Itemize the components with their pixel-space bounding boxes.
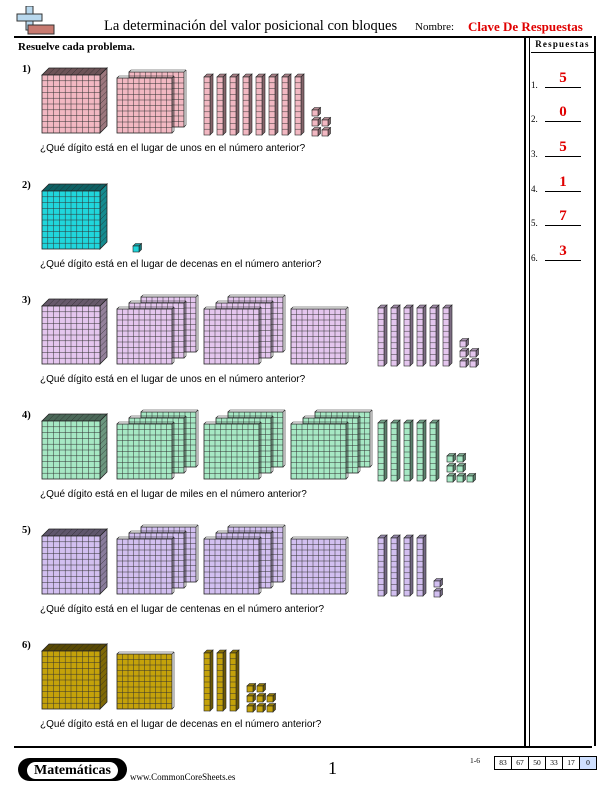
problem-question: ¿Qué dígito está en el lugar de miles en el número anterior? <box>40 489 307 500</box>
unit-cube <box>467 474 476 483</box>
instructions: Resuelve cada problema. <box>18 41 135 53</box>
unit-cube <box>470 349 479 358</box>
ten-rod <box>243 74 252 135</box>
score-cell: 33 <box>546 756 563 770</box>
answer-value: 1 <box>559 174 567 190</box>
ten-rod <box>204 650 213 711</box>
unit-cube <box>457 454 466 463</box>
answer-slot <box>531 208 591 228</box>
problem-number: 5) <box>22 525 31 536</box>
base-ten-blocks <box>40 408 510 484</box>
ten-rod <box>378 535 387 596</box>
unit-cube <box>267 704 276 713</box>
unit-cube <box>457 474 466 483</box>
unit-cube <box>257 684 266 693</box>
site-url: www.CommonCoreSheets.es <box>130 772 236 782</box>
unit-cube <box>133 244 142 253</box>
page-number: 1 <box>328 758 337 778</box>
problem-question: ¿Qué dígito está en el lugar de decenas en el número anterior? <box>40 259 322 270</box>
ten-rod <box>417 420 426 481</box>
unit-cube <box>434 579 443 588</box>
hundred-stack <box>291 307 348 364</box>
page-title: La determinación del valor posicional con bloques <box>104 18 398 34</box>
ten-rod <box>295 74 304 135</box>
unit-cube <box>267 694 276 703</box>
hundred-stack <box>117 70 186 133</box>
problem-question: ¿Qué dígito está en el lugar de decenas en el número anterior? <box>40 719 322 730</box>
ten-rod <box>256 74 265 135</box>
answer-slot <box>531 104 591 124</box>
problem-number: 1) <box>22 64 31 75</box>
base-ten-blocks <box>40 638 510 714</box>
thousand-cube <box>42 414 107 479</box>
answer-slot <box>531 174 591 194</box>
unit-cube <box>447 464 456 473</box>
unit-cube <box>312 108 321 117</box>
ten-rod <box>391 420 400 481</box>
hundred-stack <box>117 652 174 709</box>
problem-number: 4) <box>22 410 31 421</box>
answer-line <box>545 191 581 192</box>
answer-number: 6. <box>531 253 538 263</box>
ten-rod <box>269 74 278 135</box>
thousand-cube <box>42 68 107 133</box>
hundred-stack <box>291 410 372 479</box>
problem-number: 6) <box>22 640 31 651</box>
unit-cube <box>257 704 266 713</box>
name-label: Nombre: <box>415 21 455 33</box>
plus-logo-icon <box>14 6 56 36</box>
answer-slot <box>531 139 591 159</box>
hundred-stack <box>204 295 285 364</box>
answer-value: 3 <box>559 243 567 259</box>
ten-rod <box>417 535 426 596</box>
unit-cube <box>247 684 256 693</box>
brand-badge <box>18 758 127 781</box>
unit-cube <box>312 118 321 127</box>
ten-rod <box>217 650 226 711</box>
base-ten-blocks <box>40 523 510 599</box>
ten-rod <box>217 74 226 135</box>
header-divider <box>14 36 592 38</box>
answer-line <box>545 87 581 88</box>
answer-line <box>545 225 581 226</box>
ten-rod <box>391 535 400 596</box>
unit-cube <box>312 128 321 137</box>
hundred-stack <box>117 525 198 594</box>
thousand-cube <box>42 184 107 249</box>
ten-rod <box>404 305 413 366</box>
ten-rod <box>417 305 426 366</box>
ten-rod <box>230 74 239 135</box>
answer-number: 5. <box>531 218 538 228</box>
unit-cube <box>322 128 331 137</box>
unit-cube <box>322 118 331 127</box>
ten-rod <box>430 305 439 366</box>
problem-question: ¿Qué dígito está en el lugar de unos en el número anterior? <box>40 374 306 385</box>
score-cell: 83 <box>494 756 512 770</box>
answer-line <box>545 260 581 261</box>
answer-number: 1. <box>531 80 538 90</box>
problem-number: 2) <box>22 180 31 191</box>
ten-rod <box>282 74 291 135</box>
ten-rod <box>230 650 239 711</box>
unit-cube <box>457 464 466 473</box>
ten-rod <box>430 420 439 481</box>
score-cell: 0 <box>580 756 597 770</box>
hundred-stack <box>291 537 348 594</box>
ten-rod <box>204 74 213 135</box>
score-cell: 17 <box>563 756 580 770</box>
footer-divider <box>14 746 592 748</box>
answer-panel-header: Respuestas <box>535 39 590 49</box>
name-value: Clave De Respuestas <box>468 19 583 34</box>
ten-rod <box>378 305 387 366</box>
base-ten-blocks <box>40 62 510 138</box>
answer-number: 4. <box>531 184 538 194</box>
unit-cube <box>460 359 469 368</box>
score-table <box>470 756 597 770</box>
unit-cube <box>247 704 256 713</box>
ten-rod <box>378 420 387 481</box>
problem-question: ¿Qué dígito está en el lugar de unos en el número anterior? <box>40 143 306 154</box>
answer-value: 5 <box>559 139 567 155</box>
brand-label: Matemáticas <box>27 762 118 779</box>
unit-cube <box>447 454 456 463</box>
answer-value: 7 <box>559 208 567 224</box>
answer-slot <box>531 70 591 90</box>
unit-cube <box>460 349 469 358</box>
ten-rod <box>404 420 413 481</box>
unit-cube <box>447 474 456 483</box>
answer-slot <box>531 243 591 263</box>
unit-cube <box>460 339 469 348</box>
thousand-cube <box>42 529 107 594</box>
answer-number: 3. <box>531 149 538 159</box>
hundred-stack <box>117 410 198 479</box>
score-range-label: 1-6 <box>470 756 480 765</box>
ten-rod <box>391 305 400 366</box>
ten-rod <box>443 305 452 366</box>
score-cell: 67 <box>512 756 529 770</box>
thousand-cube <box>42 299 107 364</box>
answer-panel-divider <box>531 52 594 53</box>
answer-value: 5 <box>559 70 567 86</box>
base-ten-blocks <box>40 293 510 369</box>
unit-cube <box>257 694 266 703</box>
unit-cube <box>247 694 256 703</box>
thousand-cube <box>42 644 107 709</box>
hundred-stack <box>204 410 285 479</box>
problem-question: ¿Qué dígito está en el lugar de centenas en el número anterior? <box>40 604 325 615</box>
answer-value: 0 <box>559 104 567 120</box>
problem-number: 3) <box>22 295 31 306</box>
base-ten-blocks <box>40 178 510 254</box>
answer-number: 2. <box>531 114 538 124</box>
ten-rod <box>404 535 413 596</box>
answer-line <box>545 121 581 122</box>
unit-cube <box>434 589 443 598</box>
answer-line <box>545 156 581 157</box>
hundred-stack <box>204 525 285 594</box>
hundred-stack <box>117 295 198 364</box>
unit-cube <box>470 359 479 368</box>
score-cell: 50 <box>529 756 546 770</box>
